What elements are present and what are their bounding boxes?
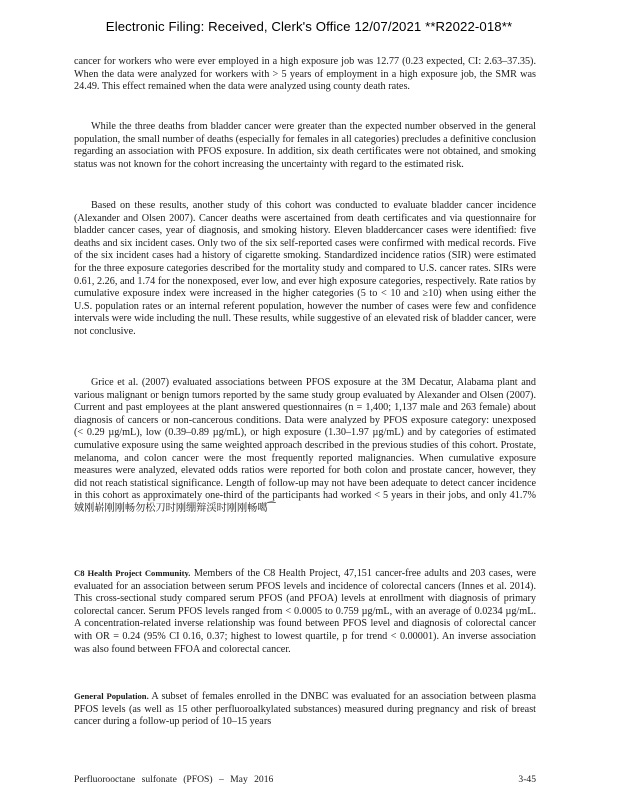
paragraph-2-text: While the three deaths from bladder cancer were greater than the expected number observed in the general population, the small number of deaths (especially for females in all categories) precludes a definitive conclusion regarding an association with PFOS exposure. In addition, six death certificates were not obtained, and smoking status was not known for the cohort increasing the uncertainty with regard to the estimated risk. (74, 121, 536, 170)
paragraph-4 (74, 377, 536, 516)
section-heading-general-population: General Population. (74, 691, 149, 701)
paragraph-5-body: Members of the C8 Health Project, 47,151 cancer-free adults and 203 cases, were evaluated for an association between serum PFOS levels and incidence of colorectal cancers (Innes et al. 2014). This cross-sectional study compared serum PFOS (and PFOA) levels at enrollment with diagnosis of primary colorectal cancer. Serum PFOS levels ranged from < 0.0005 to 0.759 µg/mL, with an average of 0.0234 µg/mL. A concentration-related inverse relationship was found between PFOS level and diagnosis of colorectal cancer with OR = 0.24 (95% CI 0.16, 0.37; highest to lowest quartile, p for trend < 0.00001). An inverse association was also found between FFOA and colorectal cancer. (74, 568, 537, 655)
paragraph-5-text (74, 567, 536, 656)
filing-header: Electronic Filing: Received, Clerk's Office 12/07/2021 **R2022-018** (105, 19, 513, 34)
paragraph-5 (74, 567, 536, 656)
paragraph-1 (74, 56, 536, 94)
paragraph-3-text: Based on these results, another study of this cohort was conducted to evaluate bladder cancer incidence (Alexander and Olsen 2007). Cancer deaths were ascertained from death certificates and via questionnaire for bladder cancer cases, year of diagnosis, and smoking history. Eleven bladdercancer cases were identified: five deaths and six incident cases. Only two of the six self-reported cases were confirmed with medical records. Five of the six incident cases had a history of cigarette smoking. Standardized incidence ratios (SIR) were estimated for the three exposure categories described for the mortality study and compared to U.S. cancer rates. SIRs were 0.61, 2.26, and 1.74 for the nonexposed, ever low, and ever high exposure categories, respectively. Rate ratios by cumulative exposure index were increased in the higher categories (5 to < 10 and ≥10) when using either the U.S. population rates or an internal referent population, however the number of cases were few and confidence intervals were wide including the null. These results, while suggestive of an elevated risk of bladder cancer, were not conclusive. (74, 200, 536, 337)
paragraph-6-body: A subset of females enrolled in the DNBC was evaluated for an association between plasma PFOS levels (as well as 15 other perfluoroalkylated substances) measured during pregnancy and risk of breast cancer during a follow-up period of 10–15 years (74, 691, 536, 728)
page-number: 3-45 (518, 774, 536, 785)
section-heading-c8: C8 Health Project Community. (74, 568, 191, 578)
paragraph-3 (74, 200, 536, 339)
paragraph-6 (74, 690, 536, 729)
paragraph-4-text: Grice et al. (2007) evaluated associations between PFOS exposure at the 3M Decatur, Alabama plant and various malignant or benign tumors reported by the same study group evaluated by Alexander and Olsen (2007). Current and past employees at the plant answered questionnaires (n = 1,400; 1,137 male and 263 female) about diagnosis of cancers or non-cancerous conditions. Data were analyzed by PFOS exposure category: unexposed (< 0.29 µg/mL), low (0.39–0.89 µg/mL), or high exposure (1.30–1.97 µg/mL) and by categories of estimated cumulative exposure using the same weighted approach described in the previous studies of this cohort. Prostate, melanoma, and colon cancer were the most frequently reported malignancies. When cumulative exposure measures were analyzed, elevated odds ratios were reported for both colon and prostate cancer, however, they did not reach statistical significance. Length of follow-up may not have been adequate to detect cancer incidence in this cohort as approximately one-third of the participants had worked < 5 years in their jobs, and only 41.7% 娀刚崭刚刚畅勿松刀时刚绷辩渓时刚刚畅噶⁀ (74, 377, 536, 514)
paragraph-1-text: cancer for workers who were ever employed in a high exposure job was 12.77 (0.23 expected, CI: 2.63–37.35). When the data were analyzed for workers with > 5 years of employment in a high exposure job, the SMR was 24.49. This effect remained when the data were analyzed using county death rates. (74, 56, 536, 93)
paragraph-2 (74, 121, 536, 171)
paragraph-6-text (74, 690, 536, 729)
footer-title: Perfluorooctane sulfonate (PFOS) – May 2016 (74, 774, 274, 785)
